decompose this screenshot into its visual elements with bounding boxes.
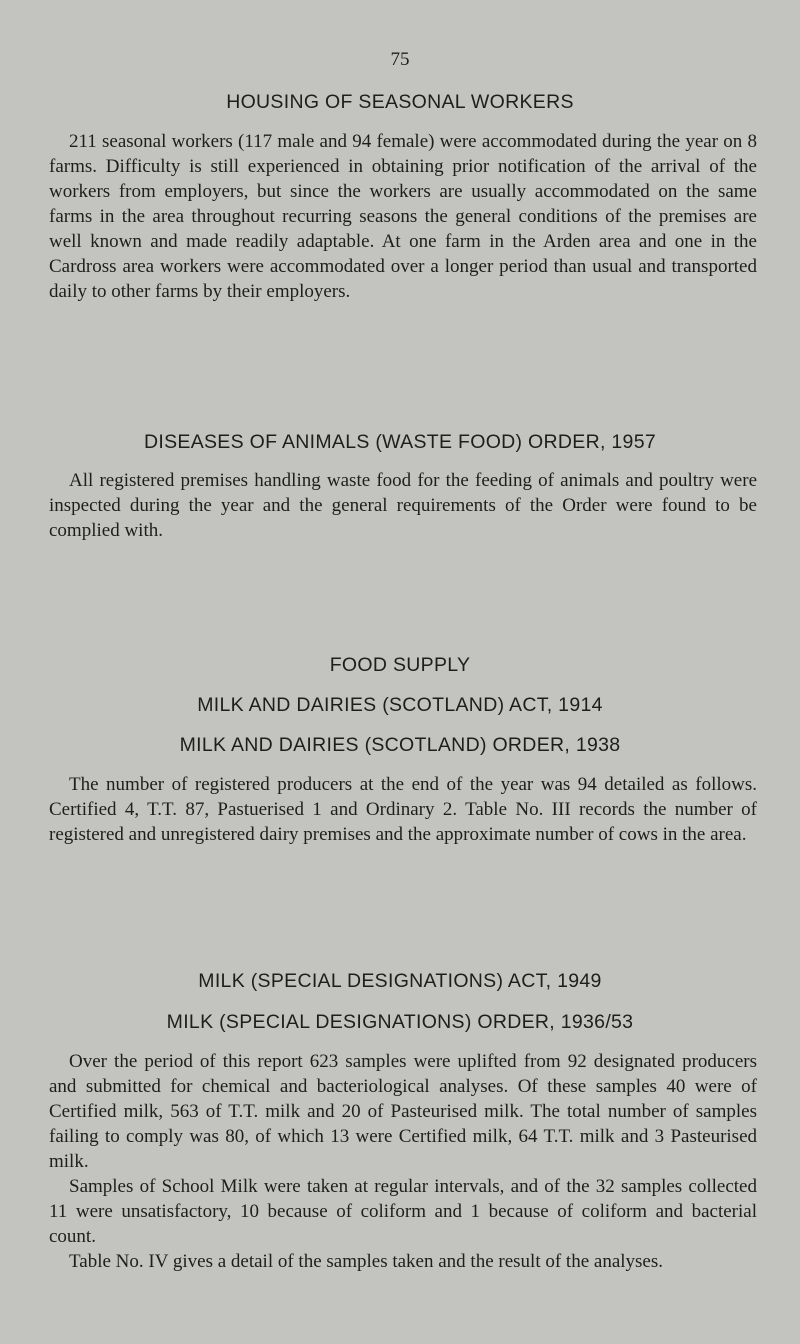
heading-milk-and-dairies-order: MILK AND DAIRIES (SCOTLAND) ORDER, 1938 bbox=[179, 734, 621, 756]
heading-diseases-of-animals-order: DISEASES OF ANIMALS (WASTE FOOD) ORDER, 1957 bbox=[143, 431, 656, 453]
heading-milk-special-designations-act: MILK (SPECIAL DESIGNATIONS) ACT, 1949 bbox=[198, 970, 602, 992]
page-number: 75 bbox=[390, 49, 410, 70]
paragraph-samples-uplifted: Over the period of this report 623 samples were uplifted from 92 designated producers and submitted for chemical and bacteriological analyses. Of these samples 40 were of Certified milk, 563 of T.T. milk and 20 of Pasteurised milk. The total number of samples failing to comply was 80, of which 13 were Certified milk, 64 T.T. milk and 3 Pasteurised milk. bbox=[49, 1051, 757, 1172]
heading-milk-and-dairies-act: MILK AND DAIRIES (SCOTLAND) ACT, 1914 bbox=[197, 694, 603, 716]
heading-housing-of-seasonal-workers: HOUSING OF SEASONAL WORKERS bbox=[226, 91, 574, 113]
heading-milk-special-designations-order: MILK (SPECIAL DESIGNATIONS) ORDER, 1936/53 bbox=[166, 1011, 634, 1033]
paragraph-food-supply: The number of registered producers at the end of the year was 94 detailed as follows. Certified 4, T.T. 87, Pastuerised 1 and Ordinary 2. Table No. III records the number of registered and unregistered dairy premises and the approximate number of cows in the area. bbox=[49, 774, 757, 845]
paragraph-table-iv: Table No. IV gives a detail of the samples taken and the result of the analyses. bbox=[69, 1251, 664, 1272]
paragraph-housing: 211 seasonal workers (117 male and 94 female) were accommodated during the year on 8 farms. Difficulty is still experienced in obtaining prior notification of the arrival of the workers from employers, but since the workers are usually accommodated on the same farms in the area throughout recurring seasons the general conditions of the premises are well known and made readily adaptable. At one farm in the Arden area and one in the Cardross area workers were accommodated over a longer period than usual and transported daily to other farms by their employers. bbox=[49, 131, 757, 302]
heading-food-supply: FOOD SUPPLY bbox=[329, 654, 471, 676]
paragraph-school-milk: Samples of School Milk were taken at regular intervals, and of the 32 samples collected 11 were unsatisfactory, 10 because of coliform and 1 because of coliform and bacterial count. bbox=[49, 1176, 757, 1247]
paragraph-diseases: All registered premises handling waste food for the feeding of animals and poultry were inspected during the year and the general requirements of the Order were found to be complied with. bbox=[49, 470, 757, 541]
